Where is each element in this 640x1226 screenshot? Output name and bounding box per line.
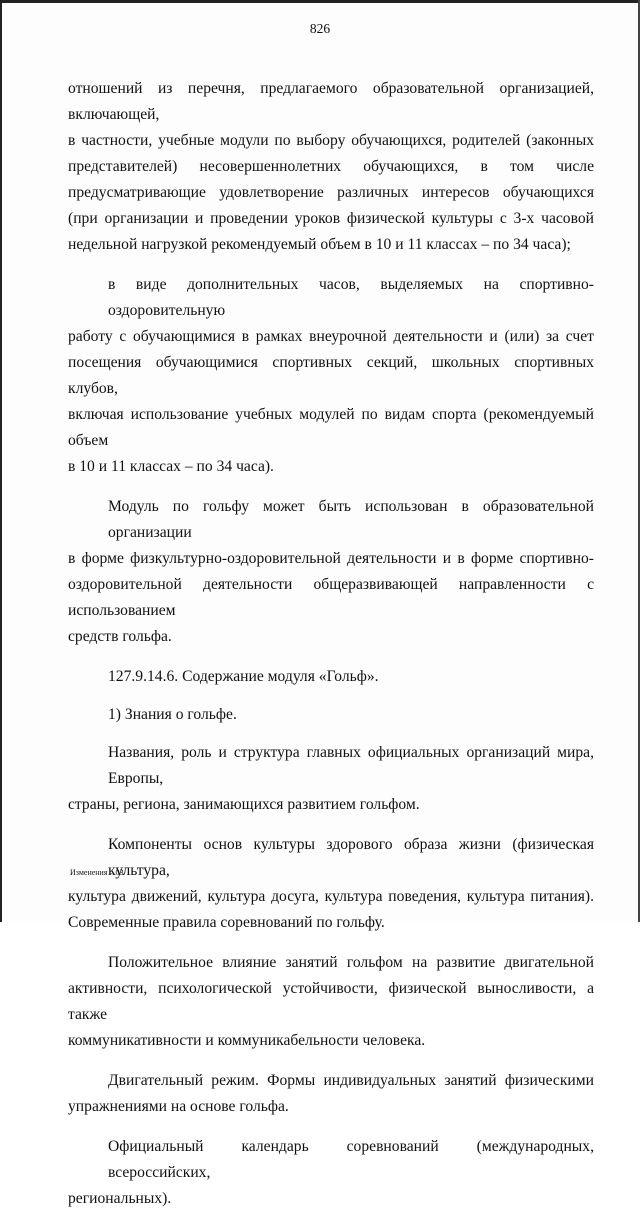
paragraph — [68, 1068, 594, 1120]
text-line: отношений из перечня, предлагаемого образовательной организацией, включающей, — [68, 80, 594, 123]
text-line: представителей) несовершеннолетних обучающихся, в том числе — [68, 158, 594, 175]
text-line: посещения обучающимися спортивных секций, школьных спортивных клубов, — [68, 354, 594, 397]
text-line: Современные правила соревнований по гольфу. — [68, 914, 385, 931]
text-line: Положительное влияние занятий гольфом на развитие двигательной — [108, 954, 594, 971]
text-line: включая использование учебных модулей по видам спорта (рекомендуемый объем — [68, 406, 594, 449]
footer-revision-note: Изменения – 03 — [70, 868, 124, 877]
text-line: в форме физкультурно-оздоровительной деятельности и в форме спортивно- — [68, 550, 594, 567]
paragraph — [68, 272, 594, 480]
text-line: Двигательный режим. Формы индивидуальных занятий физическими — [108, 1072, 594, 1089]
scan-border-left — [0, 0, 2, 922]
paragraph — [68, 1134, 594, 1212]
text-line: 1) Знания о гольфе. — [108, 706, 237, 723]
text-line: работу с обучающимися в рамках внеурочной деятельности и (или) за счет — [68, 328, 594, 345]
text-line: 127.9.14.6. Содержание модуля «Гольф». — [108, 668, 379, 685]
text-line: Официальный календарь соревнований (международных, всероссийских, — [108, 1138, 594, 1181]
text-line: активности, психологической устойчивости, физической выносливости, а также — [68, 980, 594, 1023]
text-line: Компоненты основ культуры здорового образа жизни (физическая культура, — [108, 836, 594, 879]
paragraph — [68, 494, 594, 650]
subsection-heading — [68, 702, 594, 728]
paragraph — [68, 740, 594, 818]
text-line: (при организации и проведении уроков физической культуры с 3-х часовой — [68, 210, 594, 227]
text-line: оздоровительной деятельности общеразвивающей направленности с использованием — [68, 576, 594, 619]
text-line: коммуникативности и коммуникабельности человека. — [68, 1032, 426, 1049]
text-line: предусматривающие удовлетворение различных интересов обучающихся — [68, 184, 594, 201]
text-line: в виде дополнительных часов, выделяемых на спортивно-оздоровительную — [108, 276, 594, 319]
text-line: региональных). — [68, 1190, 172, 1207]
text-line: Модуль по гольфу может быть использован в образовательной организации — [108, 498, 594, 541]
text-line: недельной нагрузкой рекомендуемый объем в 10 и 11 классах – по 34 часа); — [68, 236, 571, 253]
paragraph — [68, 832, 594, 936]
paragraph — [68, 950, 594, 1054]
text-line: страны, региона, занимающихся развитием гольфом. — [68, 796, 420, 813]
text-line: в 10 и 11 классах – по 34 часа). — [68, 458, 274, 475]
text-line: упражнениями на основе гольфа. — [68, 1098, 289, 1115]
text-line: культура движений, культура досуга, культура поведения, культура питания). — [68, 888, 594, 905]
page-number: 826 — [309, 21, 331, 36]
text-line: средств гольфа. — [68, 628, 172, 645]
paragraph — [68, 76, 594, 258]
scan-border-top — [0, 0, 640, 3]
text-line: в частности, учебные модули по выбору обучающихся, родителей (законных — [68, 132, 594, 149]
body-text — [68, 76, 594, 1226]
text-line: Названия, роль и структура главных официальных организаций мира, Европы, — [108, 744, 594, 787]
section-heading — [68, 664, 594, 690]
